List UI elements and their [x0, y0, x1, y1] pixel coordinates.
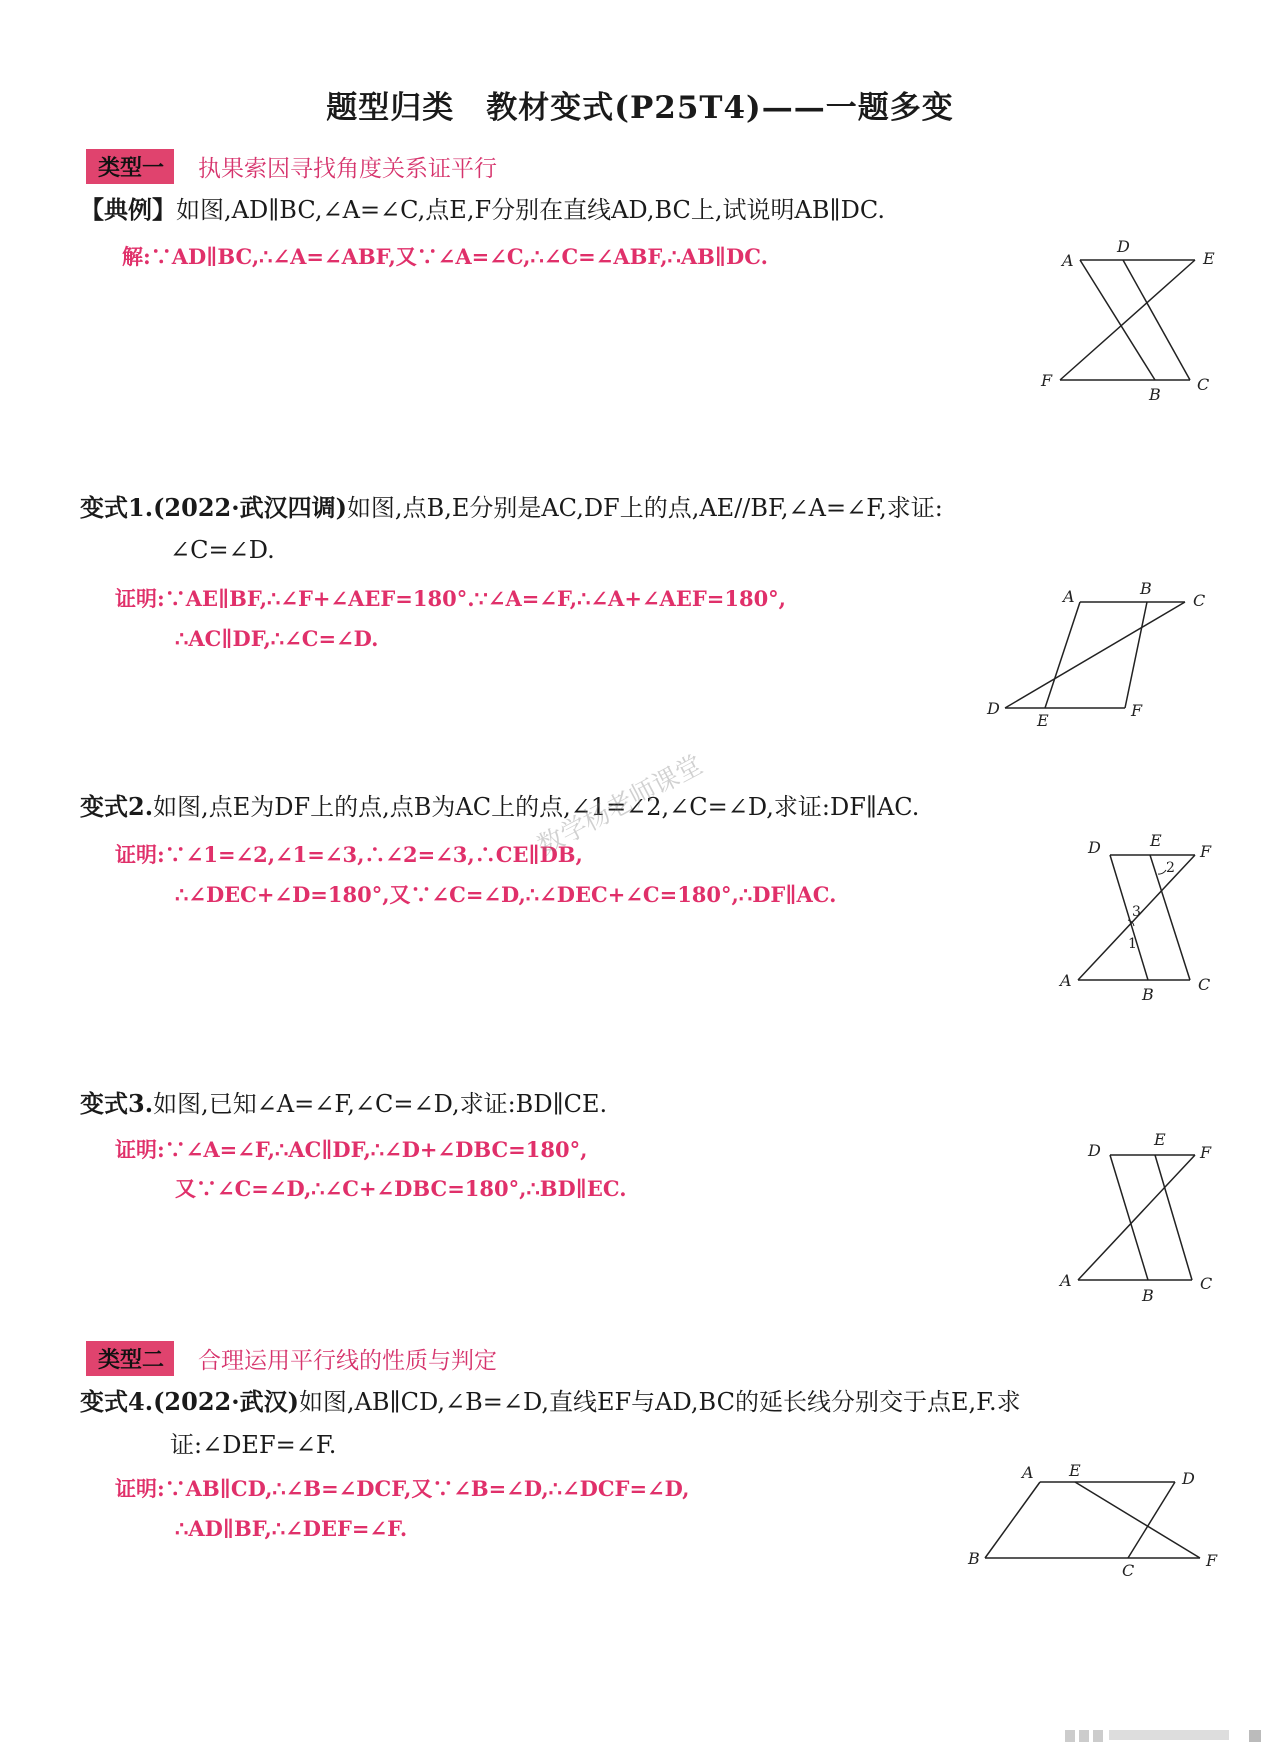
fig-label-d: D	[1088, 1141, 1101, 1160]
fig-label-e: E	[1203, 249, 1215, 268]
v3-proof-text1: ∵∠A=∠F,∴AC∥DF,∴∠D+∠DBC=180°,	[164, 1137, 588, 1162]
v2-proof-label: 证明:	[115, 842, 165, 867]
fig-label-e: E	[1069, 1461, 1081, 1480]
v3-proof-label: 证明:	[115, 1137, 165, 1162]
v1-proof-line2: ∴AC∥DF,∴∠C=∠D.	[175, 626, 379, 651]
fig-label-a: A	[1060, 971, 1072, 990]
v1-figure	[975, 580, 1225, 730]
type1-tag: 类型一	[86, 149, 174, 184]
v1-question-line1	[80, 488, 943, 528]
v4-figure	[960, 1460, 1230, 1580]
v2-question-text: 如图,点E为DF上的点,点B为AC上的点,∠1=∠2,∠C=∠D,求证:DF∥AC.	[153, 793, 920, 821]
v3-question-text: 如图,已知∠A=∠F,∠C=∠D,求证:BD∥CE.	[153, 1090, 608, 1118]
v3-question	[80, 1084, 607, 1124]
v1-source: (2022·武汉四调)	[153, 493, 347, 522]
page-title: 题型归类 教材变式(P25T4)——一题多变	[326, 90, 954, 126]
fig-label-f: F	[1200, 842, 1212, 861]
v4-label: 变式4.	[80, 1387, 154, 1416]
type1-heading: 执果索因寻找角度关系证平行	[198, 155, 498, 182]
fig-label-f: F	[1041, 371, 1053, 390]
example-question-text: 如图,AD∥BC,∠A=∠C,点E,F分别在直线AD,BC上,试说明AB∥DC.	[176, 196, 885, 224]
v4-proof-label: 证明:	[115, 1476, 165, 1501]
fig-label-d: D	[1117, 240, 1130, 256]
v3-proof-line2: 又∵∠C=∠D,∴∠C+∠DBC=180°,∴BD∥EC.	[175, 1176, 627, 1201]
fig-label-b: B	[1149, 385, 1161, 404]
fig-label-a: A	[1022, 1463, 1034, 1482]
v4-proof-line1	[115, 1470, 689, 1508]
v1-proof-line1	[115, 580, 786, 618]
v3-figure	[1050, 1125, 1240, 1305]
fig-label-b: B	[968, 1549, 980, 1568]
fig-label-c: C	[1193, 591, 1206, 610]
v2-proof-text1: ∵∠1=∠2,∠1=∠3,∴∠2=∠3,∴CE∥DB,	[164, 842, 583, 867]
fig-label-e: E	[1037, 711, 1049, 730]
v4-question-line2: 证:∠DEF=∠F.	[170, 1431, 337, 1459]
fig-label-1: 1	[1128, 936, 1137, 952]
v3-label: 变式3.	[80, 1089, 154, 1118]
v4-proof-line2: ∴AD∥BF,∴∠DEF=∠F.	[175, 1516, 408, 1541]
example-question	[80, 190, 885, 230]
example-answer: 解:∵AD∥BC,∴∠A=∠ABF,又∵∠A=∠C,∴∠C=∠ABF,∴AB∥DC.	[122, 244, 768, 269]
fig-label-f: F	[1206, 1551, 1218, 1570]
fig-label-d: D	[987, 699, 1000, 718]
type1-header	[86, 150, 497, 182]
v1-label: 变式1.	[80, 493, 154, 522]
v2-proof-line2: ∴∠DEC+∠D=180°,又∵∠C=∠D,∴∠DEC+∠C=180°,∴DF∥AC.	[175, 882, 837, 907]
v2-figure	[1050, 830, 1240, 1010]
fig-label-e: E	[1154, 1130, 1166, 1149]
fig-label-c: C	[1122, 1561, 1135, 1580]
example-label: 【典例】	[80, 195, 176, 224]
v1-question-line2: ∠C=∠D.	[170, 536, 275, 564]
v2-question	[80, 787, 919, 827]
example-figure	[1035, 240, 1235, 410]
v4-proof-text1: ∵AB∥CD,∴∠B=∠DCF,又∵∠B=∠D,∴∠DCF=∠D,	[164, 1476, 690, 1501]
fig-label-d: D	[1088, 838, 1101, 857]
fig-label-c: C	[1198, 975, 1211, 994]
type2-header	[86, 1342, 497, 1374]
watermark: 数学杨老师课堂	[532, 749, 708, 862]
v4-source: (2022·武汉)	[153, 1387, 299, 1416]
fig-label-e: E	[1150, 831, 1162, 850]
page-scroll-indicator[interactable]	[1065, 1728, 1265, 1744]
v1-question-text: 如图,点B,E分别是AC,DF上的点,AE//BF,∠A=∠F,求证:	[346, 494, 943, 522]
v4-question-text: 如图,AB∥CD,∠B=∠D,直线EF与AD,BC的延长线分别交于点E,F.求	[298, 1388, 1021, 1416]
fig-label-f: F	[1200, 1143, 1212, 1162]
type2-heading: 合理运用平行线的性质与判定	[198, 1347, 498, 1374]
fig-label-b: B	[1140, 580, 1152, 598]
v4-question-line1	[80, 1382, 1021, 1422]
fig-label-b: B	[1142, 1286, 1154, 1305]
fig-label-3: 3	[1132, 904, 1141, 920]
fig-label-b: B	[1142, 985, 1154, 1004]
fig-label-a: A	[1062, 251, 1074, 270]
fig-label-c: C	[1197, 375, 1210, 394]
v1-proof-text1: ∵AE∥BF,∴∠F+∠AEF=180°.∵∠A=∠F,∴∠A+∠AEF=180°,	[164, 586, 786, 611]
fig-label-2: 2	[1166, 860, 1175, 876]
v1-proof-label: 证明:	[115, 586, 165, 611]
fig-label-a: A	[1060, 1271, 1072, 1290]
fig-label-f: F	[1131, 701, 1143, 720]
v3-proof-line1	[115, 1131, 587, 1169]
fig-label-c: C	[1200, 1274, 1213, 1293]
fig-label-d: D	[1182, 1469, 1195, 1488]
type2-tag: 类型二	[86, 1341, 174, 1376]
v2-proof-line1	[115, 836, 583, 874]
fig-label-a: A	[1063, 587, 1075, 606]
v2-label: 变式2.	[80, 792, 154, 821]
